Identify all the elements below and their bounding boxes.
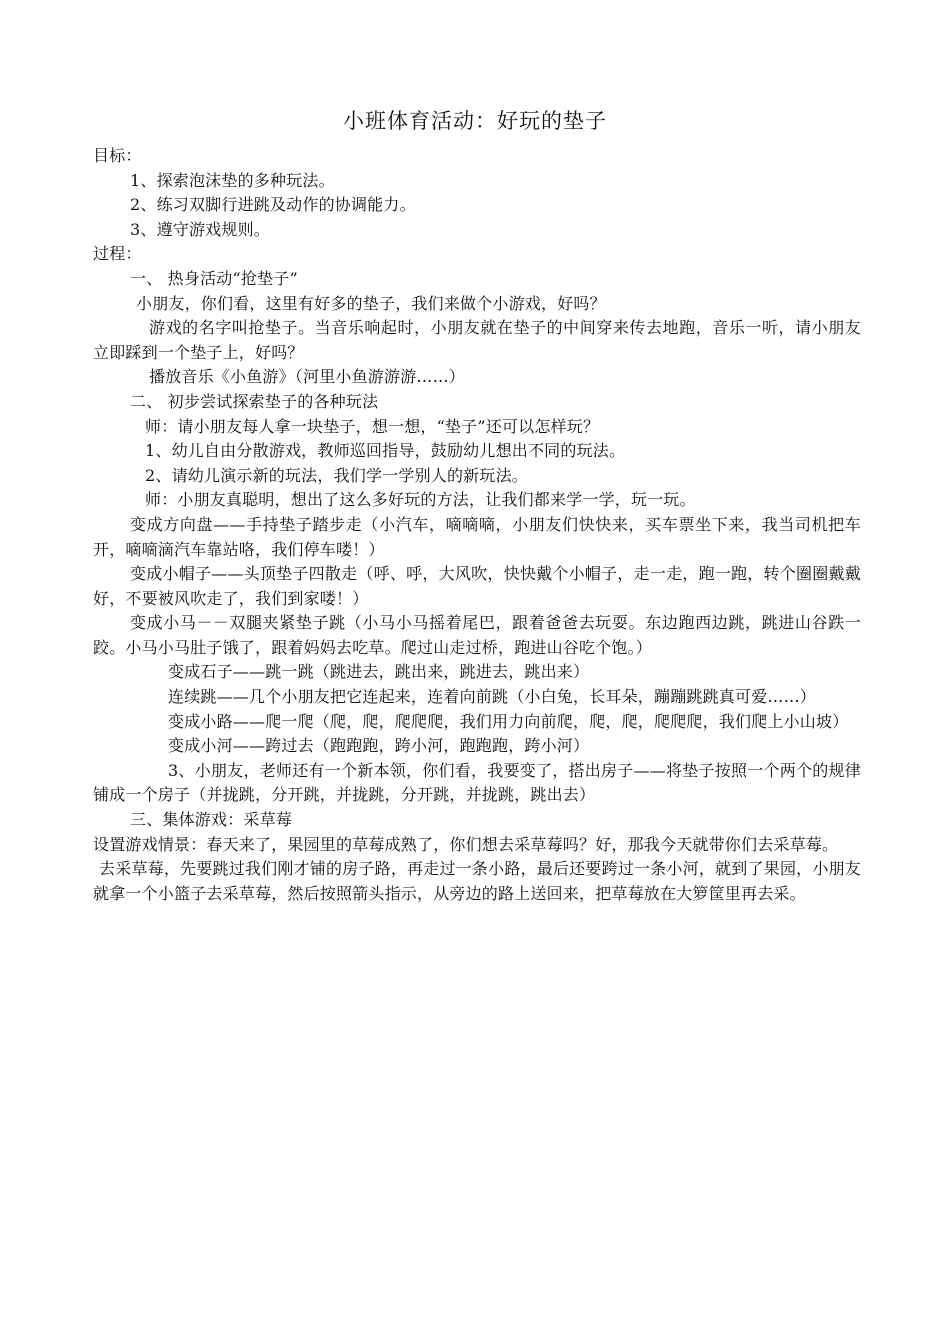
- paragraph: 变成方向盘——手持垫子踏步走（小汽车，嘀嘀嘀，小朋友们快快来，买车票坐下来，我当司机把车开，嘀嘀滴汽车靠站咯，我们停车喽！）: [93, 514, 861, 559]
- paragraph: 2、请幼儿演示新的玩法，我们学一学别人的新玩法。: [145, 465, 528, 485]
- paragraph: 变成小马－－双腿夹紧垫子跳（小马小马摇着尾巴，跟着爸爸去玩耍。东边跑西边跳，跳进山谷跌一跤。小马小马肚子饿了，跟着妈妈去吃草。爬过山走过桥，跑进山谷吃个饱。）: [93, 613, 861, 657]
- paragraph: 师：小朋友真聪明，想出了这么多好玩的方法，让我们都来学一学，玩一玩。: [145, 490, 696, 510]
- paragraph: 变成小路——爬一爬（爬，爬，爬爬爬，我们用力向前爬，爬，爬，爬爬爬，我们爬上小山坡）: [168, 711, 849, 731]
- paragraph: 去采草莓，先要跳过我们刚才铺的房子路，再走过一条小路，最后还要跨过一条小河，就到了果园，小朋友就拿一个小篮子去采草莓，然后按照箭头指示，从旁边的路上送回来，把草莓放在大箩筐里再去采。: [93, 859, 861, 903]
- goal-item: 1、探索泡沫垫的多种玩法。: [130, 170, 335, 190]
- paragraph: 播放音乐《小鱼游》（河里小鱼游游游……）: [149, 367, 466, 387]
- goal-item: 2、练习双脚行进跳及动作的协调能力。: [130, 195, 416, 215]
- step-heading: 二、 初步尝试探索垫子的各种玩法: [130, 391, 379, 411]
- paragraph: 3、小朋友，老师还有一个新本领，你们看，我要变了，搭出房子——将垫子按照一个两个的规律铺成一个房子（并拢跳，分开跳，并拢跳，分开跳，并拢跳，跳出去）: [93, 760, 861, 805]
- section-heading-process: 过程：: [93, 244, 142, 264]
- paragraph: 游戏的名字叫抢垫子。当音乐响起时，小朋友就在垫子的中间穿来传去地跑，音乐一听，请小朋友立即踩到一个垫子上，好吗？: [93, 318, 861, 362]
- paragraph: 师：请小朋友每人拿一块垫子，想一想，“垫子”还可以怎样玩？: [145, 416, 600, 436]
- paragraph: 变成小河——跨过去（跑跑跑，跨小河，跑跑跑，跨小河）: [168, 736, 590, 756]
- paragraph: 设置游戏情景：春天来了，果园里的草莓成熟了，你们想去采草莓吗？好，那我今天就带你们去采草莓。: [93, 834, 839, 854]
- section-heading-goals: 目标：: [93, 146, 142, 165]
- paragraph: 小朋友，你们看，这里有好多的垫子，我们来做个小游戏，好吗？: [136, 293, 606, 313]
- step-heading: 三、集体游戏：采草莓: [130, 810, 293, 830]
- paragraph: 1、幼儿自由分散游戏，教师巡回指导，鼓励幼儿想出不同的玩法。: [145, 441, 626, 461]
- goal-item: 3、遵守游戏规则。: [130, 219, 270, 239]
- step-heading: 一、 热身活动“抢垫子”: [130, 268, 298, 288]
- paragraph: 变成石子——跳一跳（跳进去，跳出来，跳进去，跳出来）: [168, 662, 590, 682]
- paragraph: 变成小帽子——头顶垫子四散走（呼、呼，大风吹，快快戴个小帽子，走一走，跑一跑，转个圈圈戴戴好，不要被风吹走了，我们到家喽！）: [93, 564, 861, 608]
- document-title: 小班体育活动：好玩的垫子: [343, 109, 607, 133]
- paragraph: 连续跳——几个小朋友把它连起来，连着向前跳（小白兔，长耳朵，蹦蹦跳跳真可爱……）: [168, 687, 817, 707]
- document-body: [93, 144, 861, 906]
